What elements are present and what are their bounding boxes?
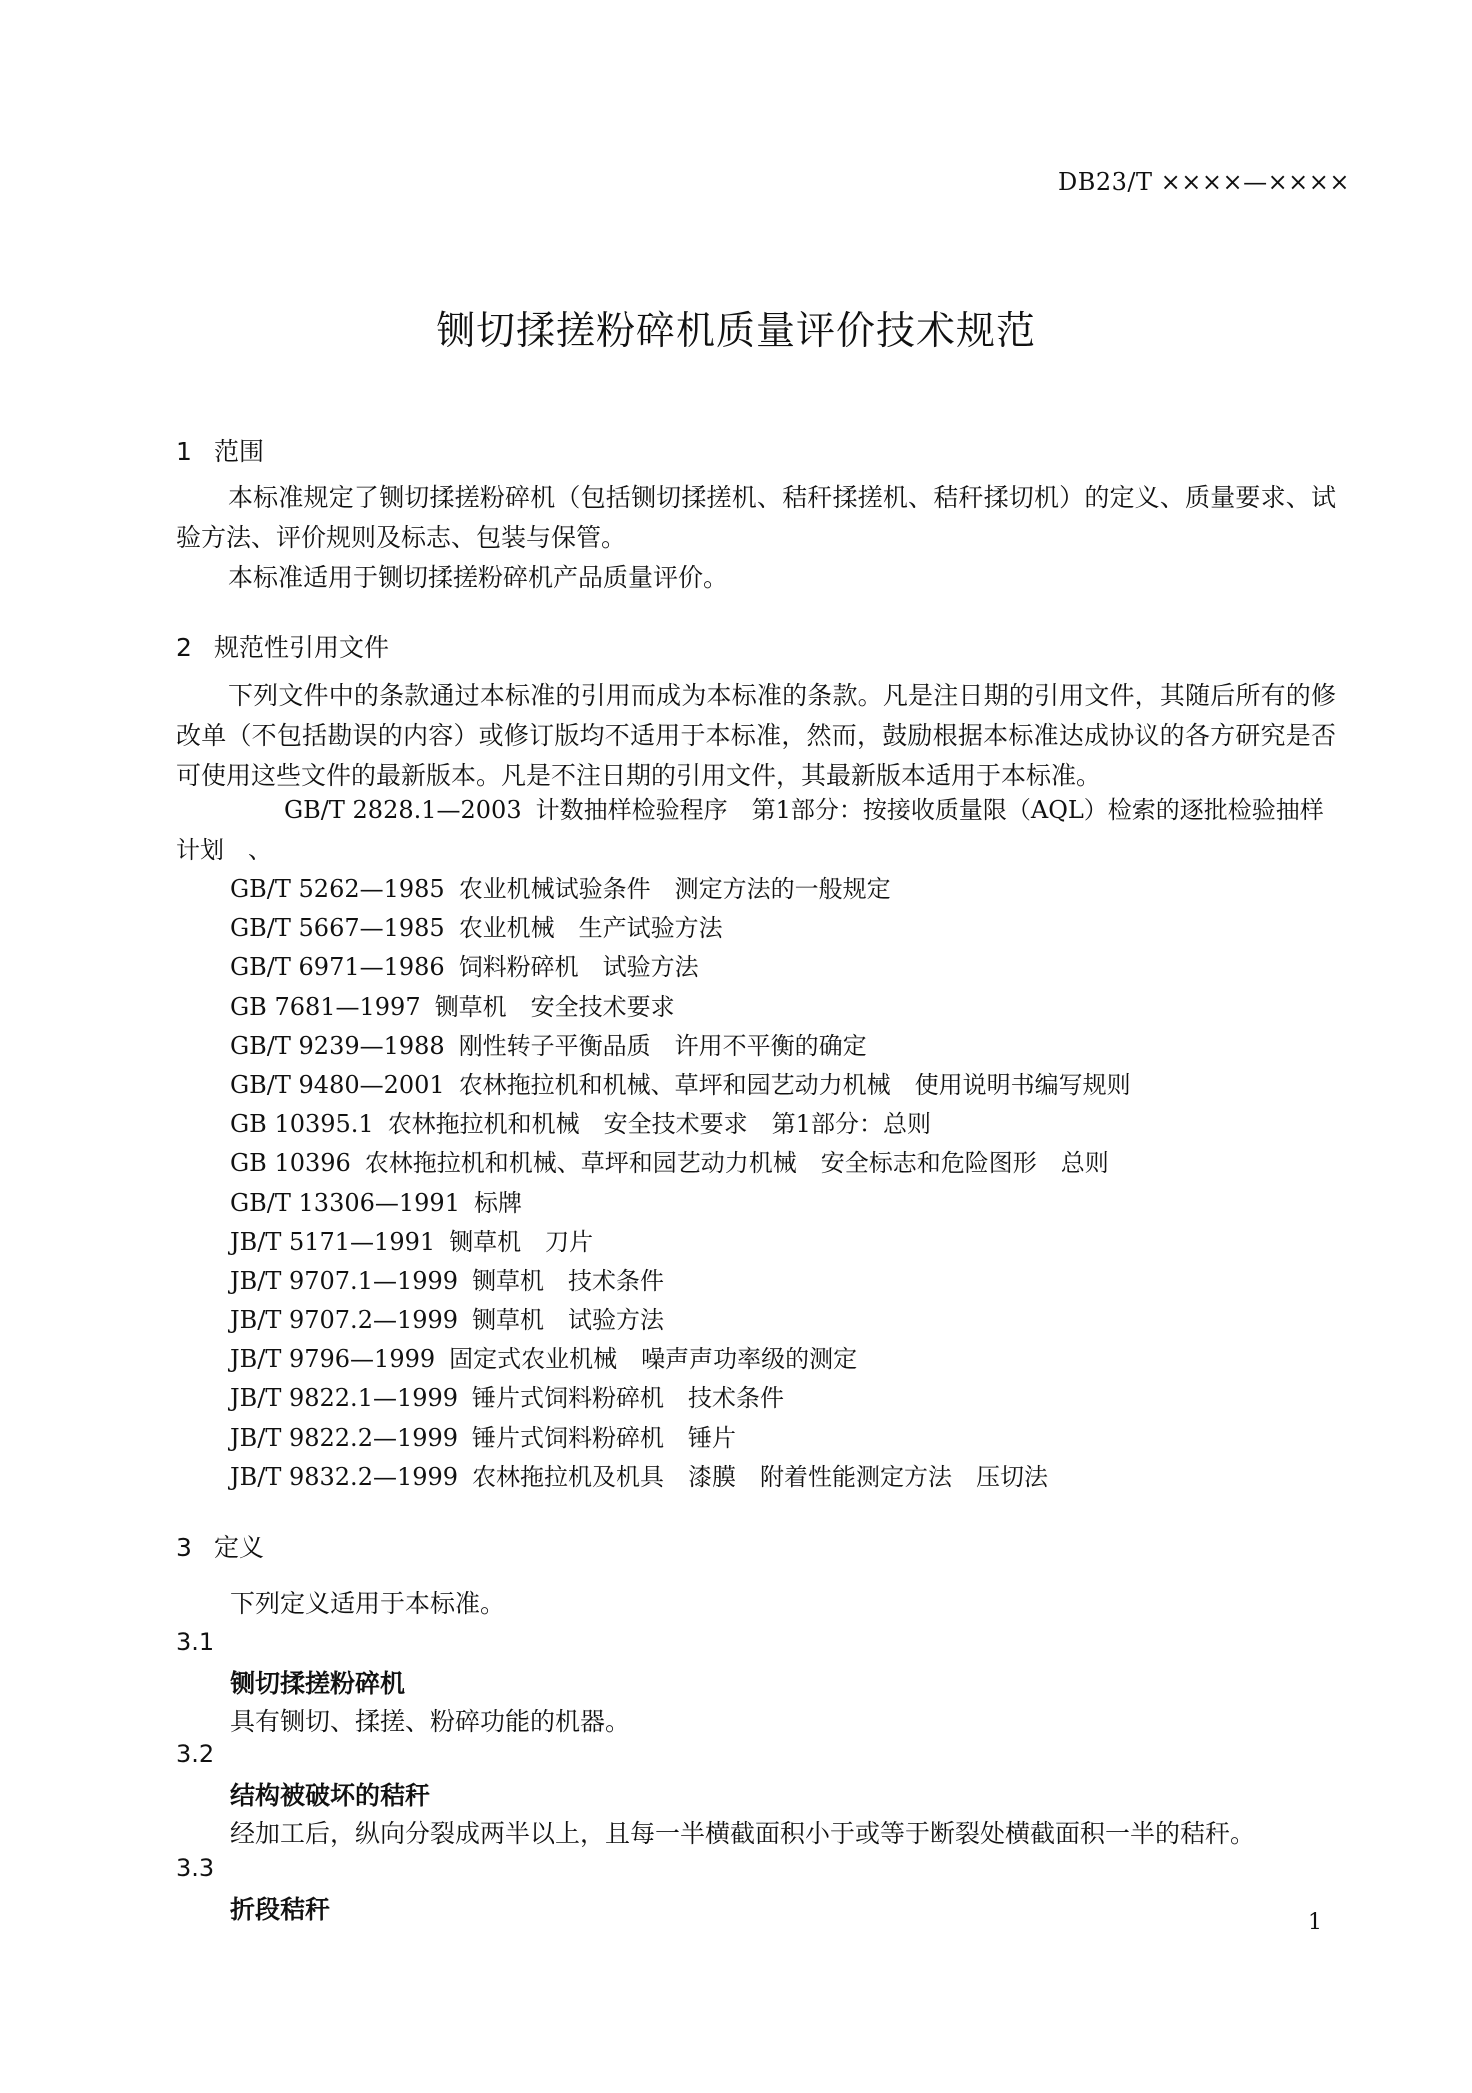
section-title: 定义 xyxy=(214,1533,265,1562)
reference-item: GB 10396 农林拖拉机和机械、草坪和园艺动力机械 安全标志和危险图形 总则 xyxy=(230,1149,1109,1178)
section-3-heading xyxy=(176,1528,264,1564)
page-number: 1 xyxy=(1308,1910,1322,1935)
reference-item: GB/T 5262—1985 农业机械试验条件 测定方法的一般规定 xyxy=(230,875,891,903)
reference-item: GB/T 6971—1986 饲料粉碎机 试验方法 xyxy=(230,953,699,982)
section-1-paragraph-1: 本标准规定了铡切揉搓粉碎机（包括铡切揉搓机、秸秆揉搓机、秸秆揉切机）的定义、质量要求、试验方法、评价规则及标志、包装与保管。 xyxy=(176,483,1336,552)
definition-text: 经加工后，纵向分裂成两半以上，且每一半横截面积小于或等于断裂处横截面积一半的秸秆。 xyxy=(230,1819,1256,1848)
reference-item: GB/T 9239—1988 刚性转子平衡品质 许用不平衡的确定 xyxy=(230,1031,867,1060)
reference-item: JB/T 9822.2—1999 锤片式饲料粉碎机 锤片 xyxy=(230,1423,737,1452)
reference-item: JB/T 9796—1999 固定式农业机械 噪声声功率级的测定 xyxy=(230,1345,858,1374)
reference-item: GB/T 13306—1991 标牌 xyxy=(230,1188,522,1217)
section-3-intro: 下列定义适用于本标准。 xyxy=(230,1589,506,1618)
section-title: 规范性引用文件 xyxy=(214,633,390,662)
reference-list xyxy=(176,790,1336,1497)
document-title: 铡切揉搓粉碎机质量评价技术规范 xyxy=(435,309,1036,354)
section-1-paragraph-2: 本标准适用于铡切揉搓粉碎机产品质量评价。 xyxy=(228,563,729,592)
reference-item: JB/T 5171—1991 铡草机 刀片 xyxy=(230,1227,594,1256)
section-number: 1 xyxy=(176,437,192,466)
reference-item: JB/T 9707.1—1999 铡草机 技术条件 xyxy=(230,1266,665,1295)
definition-term: 结构被破坏的秸秆 xyxy=(230,1781,431,1810)
definition-term: 铡切揉搓粉碎机 xyxy=(230,1669,406,1698)
section-title: 范围 xyxy=(214,437,265,466)
reference-item: GB/T 2828.1—2003 计数抽样检验程序 第1部分：按接收质量限（AQL）检索的逐批检验抽样计划 、 xyxy=(176,796,1324,864)
reference-item: GB 7681—1997 铡草机 安全技术要求 xyxy=(230,992,675,1021)
definition-text: 具有铡切、揉搓、粉碎功能的机器。 xyxy=(230,1707,631,1736)
definition-number: 3.2 xyxy=(176,1740,215,1768)
section-2-intro: 下列文件中的条款通过本标准的引用而成为本标准的条款。凡是注日期的引用文件，其随后所有的修改单（不包括勘误的内容）或修订版均不适用于本标准，然而，鼓励根据本标准达成协议的各方研究是否可使用这些文件的最新版本。凡是不注日期的引用文件，其最新版本适用于本标准。 xyxy=(176,681,1336,790)
section-number: 2 xyxy=(176,633,192,662)
reference-item: JB/T 9832.2—1999 农林拖拉机及机具 漆膜 附着性能测定方法 压切法 xyxy=(230,1462,1049,1491)
reference-item: JB/T 9822.1—1999 锤片式饲料粉碎机 技术条件 xyxy=(230,1384,785,1413)
definition-number: 3.3 xyxy=(176,1854,215,1882)
reference-item: GB/T 9480—2001 农林拖拉机和机械、草坪和园艺动力机械 使用说明书编写规则 xyxy=(230,1070,1131,1099)
reference-item: JB/T 9707.2—1999 铡草机 试验方法 xyxy=(230,1306,665,1335)
section-2-heading xyxy=(176,628,389,664)
section-1-heading xyxy=(176,432,264,468)
section-number: 3 xyxy=(176,1533,192,1562)
document-code: DB23/T ××××—×××× xyxy=(1057,168,1350,196)
reference-item: GB/T 5667—1985 农业机械 生产试验方法 xyxy=(230,914,723,943)
reference-item: GB 10395.1 农林拖拉机和机械 安全技术要求 第1部分：总则 xyxy=(230,1110,931,1139)
definition-term: 折段秸秆 xyxy=(230,1895,331,1924)
definition-number: 3.1 xyxy=(176,1628,215,1656)
